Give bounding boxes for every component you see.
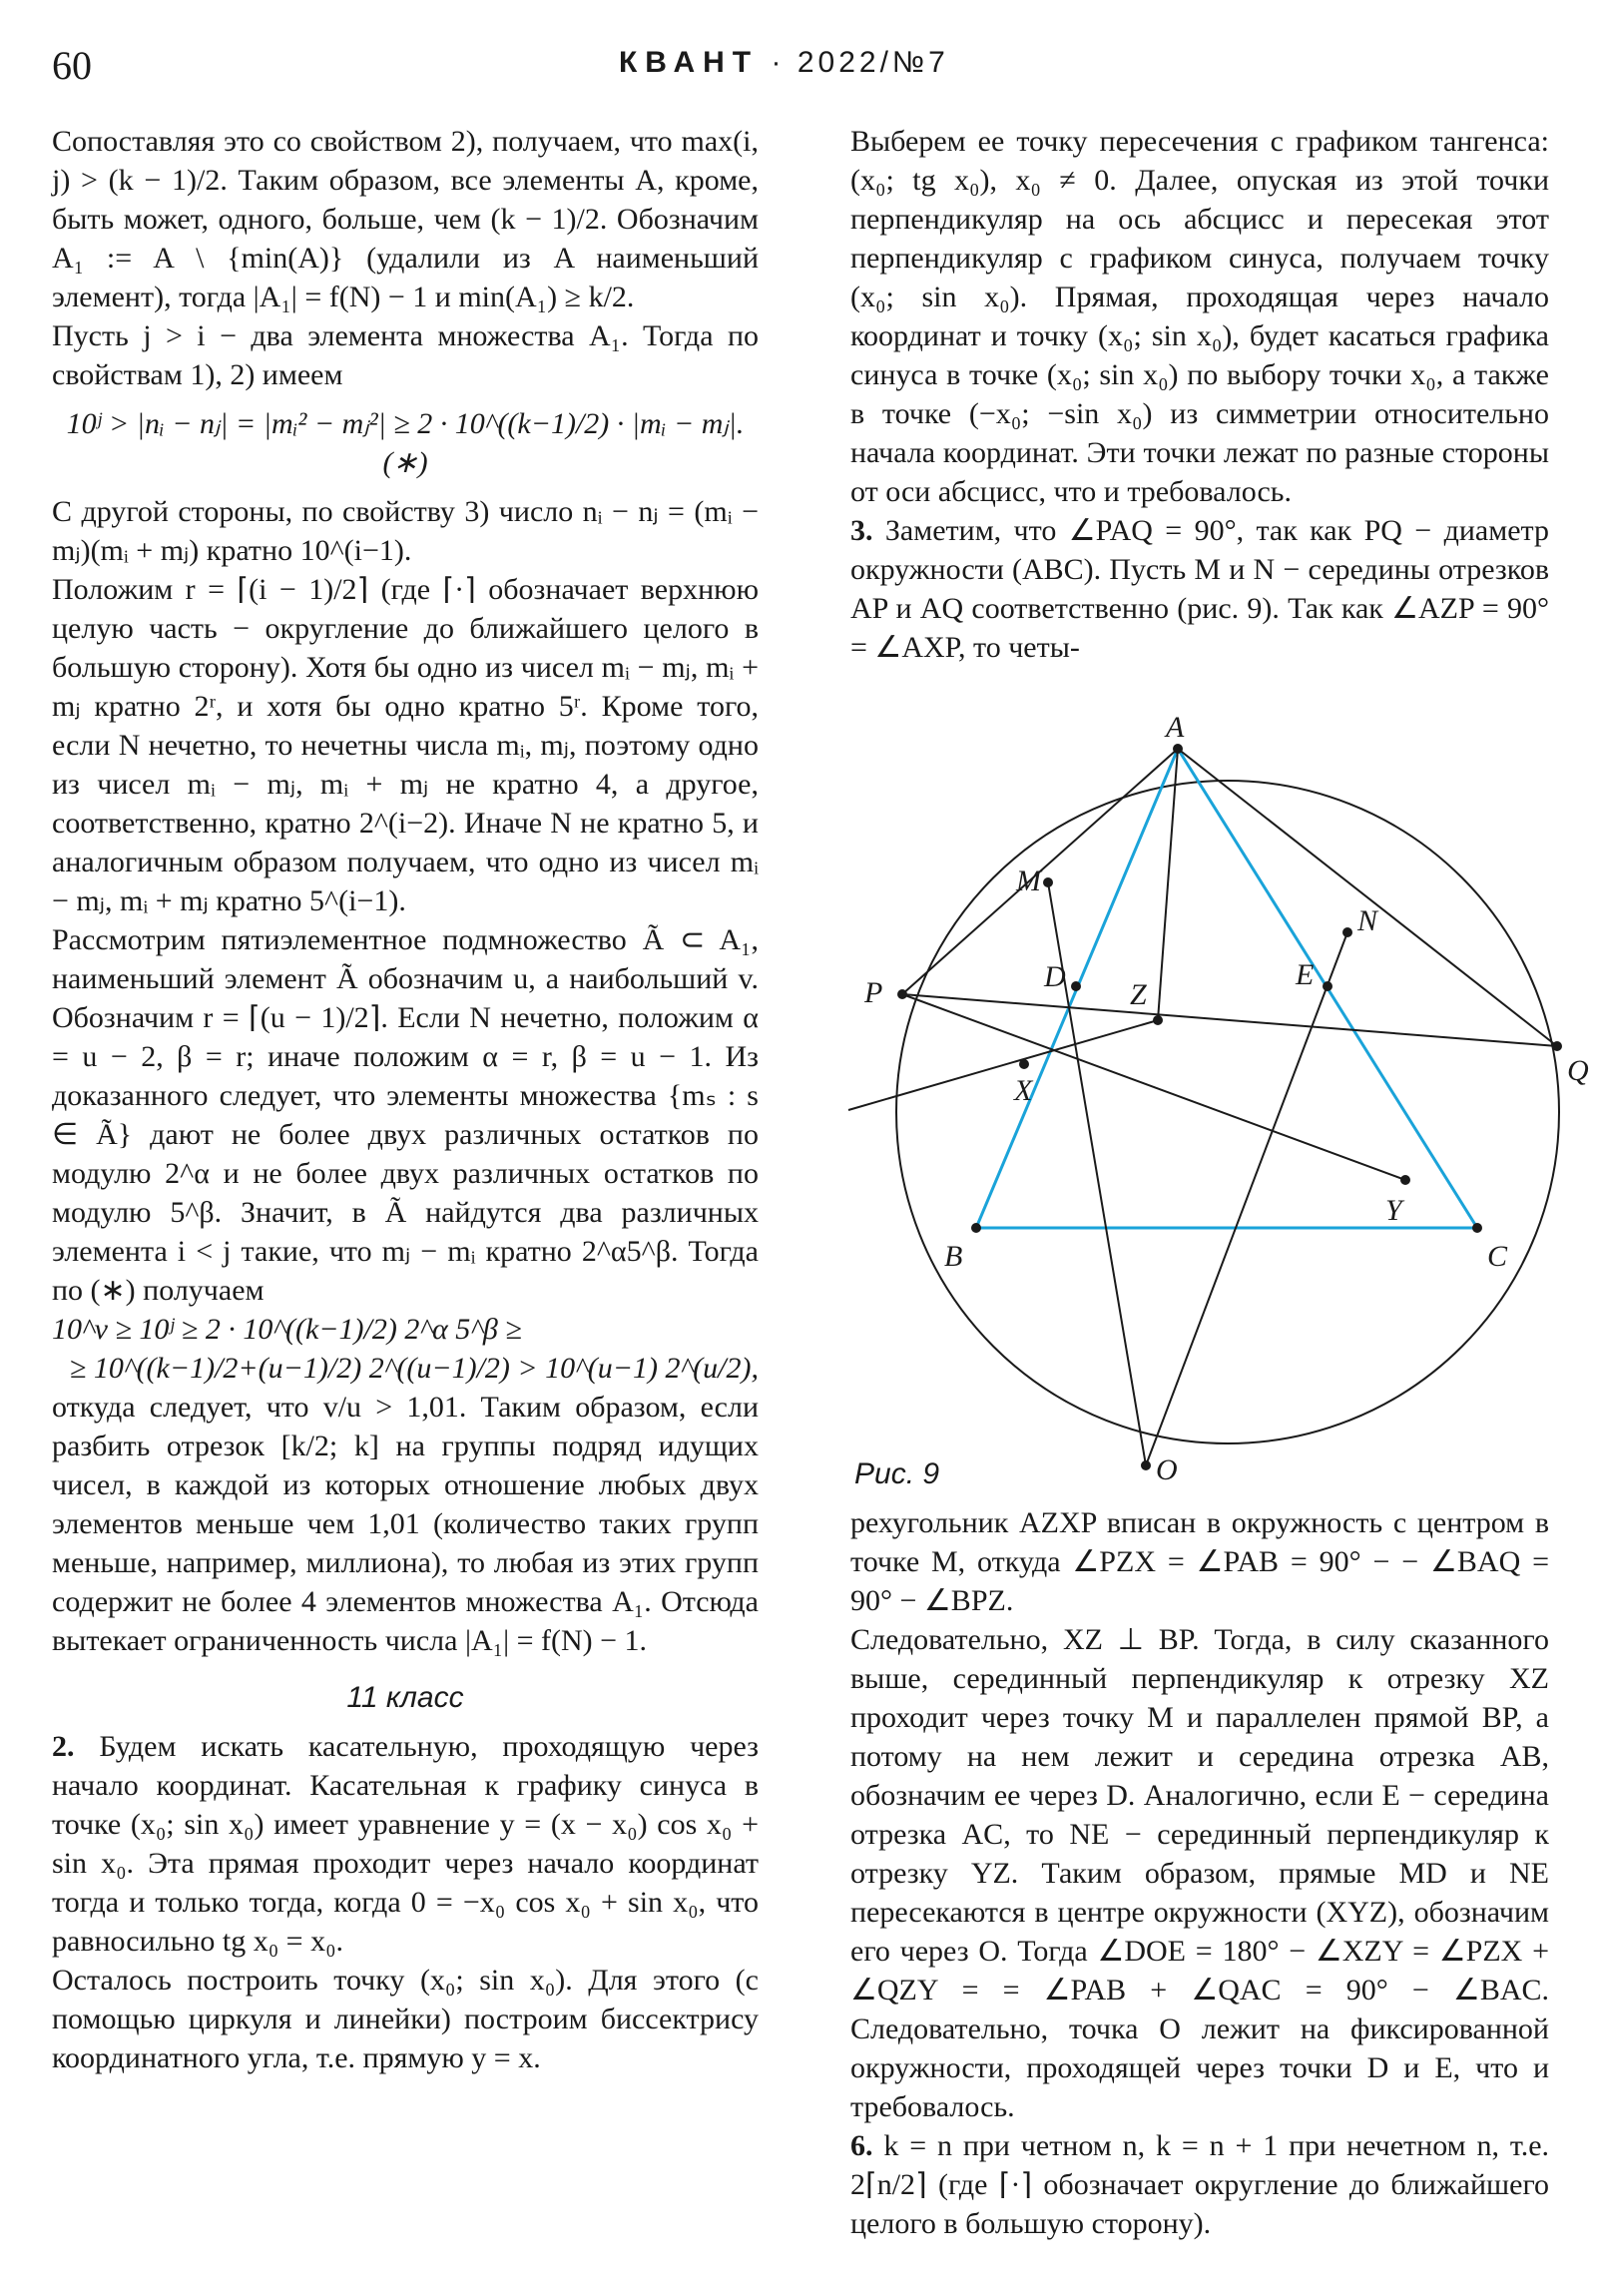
- label-d: D: [1044, 960, 1066, 993]
- page-number: 60: [52, 43, 92, 88]
- label-o: O: [1156, 1453, 1178, 1486]
- label-z: Z: [1130, 978, 1147, 1011]
- paragraph: Осталось построить точку (x₀; sin x₀). Для этого (с помощью циркуля и линейки) построим биссектрису координатного угла, т.е. прямую y = x.: [52, 1964, 759, 2074]
- label-y: Y: [1385, 1194, 1402, 1227]
- running-head: [619, 46, 949, 80]
- paragraph: Положим r = ⌈(i − 1)/2⌉ (где ⌈·⌉ обозначает верхнюю целую часть − округление до ближайшего целого в большую сторону). Хотя бы одно из чисел mᵢ − mⱼ, mᵢ + mⱼ кратно 2ʳ, и хотя бы одно кратно 5ʳ. Кроме того, если N нечетно, то нечетны числа mᵢ, mⱼ, поэтому одно из чисел mᵢ − mⱼ, mᵢ + mⱼ не кратно 4, а другое, соответственно, кратно 2^(i−2). Иначе N не кратно 5, и аналогичным образом получаем, что одно из чисел mᵢ − mⱼ, mᵢ + mⱼ кратно 5^(i−1).: [52, 573, 759, 917]
- left-column: [52, 122, 759, 2077]
- problem-number: 2.: [52, 1730, 75, 1763]
- paragraph: С другой стороны, по свойству 3) число nᵢ − nⱼ = (mᵢ − mⱼ)(mᵢ + mⱼ) кратно 10^(i−1).: [52, 495, 759, 567]
- section-heading: 11 класс: [346, 1681, 464, 1714]
- label-c: C: [1487, 1240, 1508, 1273]
- label-x: X: [1014, 1074, 1033, 1107]
- label-p: P: [864, 976, 883, 1009]
- inequality-line-1: 10^v ≥ 10ʲ ≥ 2 · 10^((k−1)/2) 2^α 5^β ≥: [52, 1313, 522, 1346]
- figure-caption: Рис. 9: [854, 1457, 940, 1490]
- label-e: E: [1296, 958, 1315, 991]
- paragraph: откуда следует, что v/u > 1,01. Таким образом, если разбить отрезок [k/2; k] на группы подряд идущих чисел, в каждой из которых отношение любых двух элементов меньше чем 1,01 (количество таких групп меньше, например, миллиона), то любая из этих групп содержит не более 4 элементов множества A₁. Отсюда вытекает ограниченность числа |A₁| = f(N) − 1.: [52, 1391, 759, 1657]
- figure-9: [848, 711, 1589, 1486]
- points: [897, 744, 1562, 1470]
- journal-title: КВАНТ: [619, 46, 760, 79]
- paragraph: рехугольник AZXP вписан в окружность с центром в точке M, откуда ∠PZX = ∠PAB = 90° − − ∠BAQ = 90° − ∠BPZ.: [850, 1506, 1549, 1617]
- label-n: N: [1357, 904, 1378, 937]
- issue-number: 2022/№7: [797, 46, 949, 79]
- problem-6: [850, 2126, 1549, 2243]
- problem-text: Будем искать касательную, проходящую через начало координат. Касательная к графику синуса в точке (x₀; sin x₀) имеет уравнение y = (x − x₀) cos x₀ + sin x₀. Эта прямая проходит через начало координат тогда и только тогда, когда 0 = −x₀ cos x₀ + sin x₀, что равносильно tg x₀ = x₀.: [52, 1730, 760, 1958]
- label-a: A: [1166, 711, 1185, 744]
- problem-number: 6.: [850, 2129, 873, 2162]
- label-b: B: [944, 1240, 963, 1273]
- paragraph: Следовательно, XZ ⊥ BP. Тогда, в силу сказанного выше, серединный перпендикуляр к отрезку XZ проходит через точку M и параллелен прямой BP, а потому на нем лежит и середина отрезка AB, обозначим ее через D. Аналогично, если E − середина отрезка AC, то NE − серединный перпендикуляр к отрезку YZ. Таким образом, прямые MD и NE пересекаются в центре окружности (XYZ), обозначим его через O. Тогда ∠DOE = 180° − ∠XZY = ∠PZX + ∠QZY = = ∠PAB + ∠QAC = 90° − ∠BAC. Следовательно, точка O лежит на фиксированной окружности, проходящей через точки D и E, что и требовалось.: [850, 1623, 1549, 2123]
- inequality-line-2: ≥ 10^((k−1)/2+(u−1)/2) 2^((u−1)/2) > 10^(u−1) 2^(u/2),: [69, 1352, 759, 1385]
- right-column-bottom: [850, 1503, 1549, 2243]
- separator: ·: [771, 46, 786, 79]
- label-m: M: [1016, 864, 1041, 897]
- right-column-top: [850, 122, 1549, 667]
- paragraph: Сопоставляя это со свойством 2), получаем, что max(i, j) > (k − 1)/2. Таким образом, все элементы A, кроме, быть может, одного, больше, чем (k − 1)/2. Обозначим A₁ := A \ {min(A)} (удалили из A наименьший элемент), тогда |A₁| = f(N) − 1 и min(A₁) ≥ k/2.: [52, 125, 759, 313]
- problem-number: 3.: [850, 514, 873, 547]
- equation-star: 10ʲ > |nᵢ − nⱼ| = |mᵢ² − mⱼ²| ≥ 2 · 10^((k−1)/2) · |mᵢ − mⱼ|. (∗): [66, 407, 745, 479]
- problem-text: k = n при четном n, k = n + 1 при нечетном n, т.е. 2⌈n/2⌉ (где ⌈·⌉ обозначает округление до ближайшего целого в большую сторону).: [850, 2129, 1550, 2240]
- problem-text: Заметим, что ∠PAQ = 90°, так как PQ − диаметр окружности (ABC). Пусть M и N − середины отрезков AP и AQ соответственно (рис. 9). Так как ∠AZP = 90° = ∠AXP, то четы-: [850, 514, 1550, 664]
- paragraph: Пусть j > i − два элемента множества A₁. Тогда по свойствам 1), 2) имеем: [52, 319, 759, 391]
- paragraph: Выберем ее точку пересечения с графиком тангенса: (x₀; tg x₀), x₀ ≠ 0. Далее, опуская из этой точки перпендикуляр на ось абсцисс и пересекая этот перпендикуляр с графиком синуса, получаем точку (x₀; sin x₀). Прямая, проходящая через начало координат и точку (x₀; sin x₀), будет касаться графика синуса в точке (x₀; sin x₀) по выбору точки x₀, а также в точке (−x₀; −sin x₀) из симметрии относительно начала координат. Эти точки лежат по разные стороны от оси абсцисс, что и требовалось.: [850, 125, 1549, 508]
- circumcircle: [896, 781, 1559, 1443]
- problem-3: [850, 511, 1549, 667]
- paragraph: Рассмотрим пятиэлементное подмножество Ã ⊂ A₁, наименьший элемент Ã обозначим u, а наибольший v. Обозначим r = ⌈(u − 1)/2⌉. Если N нечетно, положим α = u − 2, β = r; иначе положим α = r, β = u − 1. Из доказанного следует, что элементы множества {mₛ : s ∈ Ã} дают не более двух различных остатков по модулю 2^α и не более двух различных остатков по модулю 5^β. Значит, в Ã найдутся два различных элемента i < j такие, что mⱼ − mᵢ кратно 2^α5^β. Тогда по (∗) получаем: [52, 923, 759, 1307]
- label-q: Q: [1567, 1054, 1589, 1087]
- problem-2: [52, 1727, 759, 1961]
